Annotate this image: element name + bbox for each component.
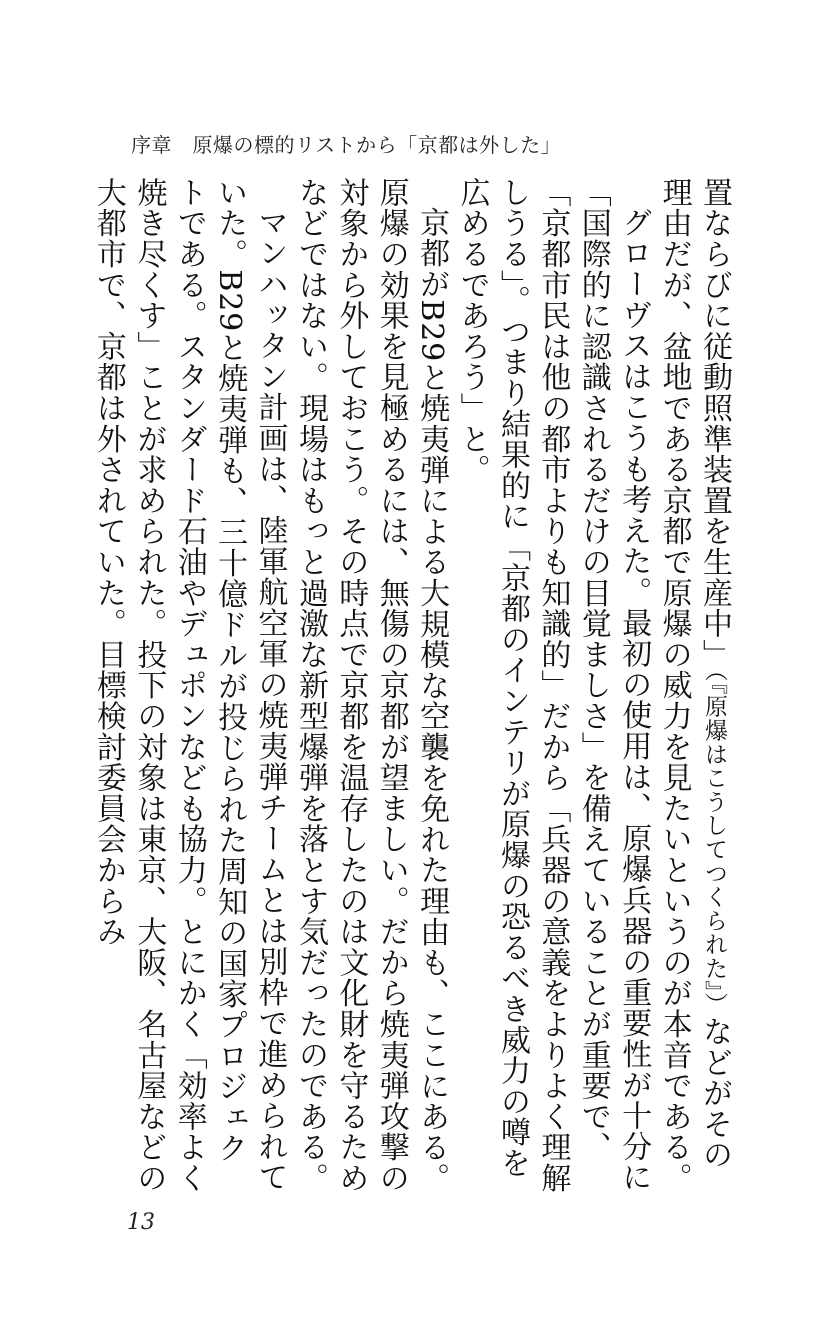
paragraph-1 — [653, 177, 734, 1194]
body-text — [88, 177, 734, 1194]
citation: （『原爆はこうしてつくられた』） — [701, 669, 727, 1017]
paragraph-4: マンハッタン計画は、陸軍航空軍の焼夷弾チームとは別枠で進められていた。B29と焼夷弾も、三十億ドルが投じられた周知の国家プロジェクトである。スタンダード石油やデュポンなども協力。とにかく「効率よく焼き尽くす」ことが求められた。投下の対象は東京、大阪、名古屋などの大都市で、京都は外されていた。目標検討委員会からみ — [90, 177, 288, 1194]
paragraph-3: 京都がB29と焼夷弾による大規模な空襲を免れた理由も、ここにある。原爆の効果を見極めるには、無傷の京都が望ましい。だから焼夷弾攻撃の対象から外しておこう。その時点で京都を温存したのは文化財を守るためなどではない。現場はもっと過激な新型爆弾を落とす気だったのである。 — [292, 177, 450, 1194]
paragraph-1-rest: などがその理由だが、盆地である京都で原爆の威力を見たいというのが本音である。 — [656, 177, 732, 1194]
page-number: 13 — [127, 1210, 155, 1235]
paragraph-1-text: 置ならびに従動照準装置を生産中」 — [697, 177, 732, 670]
chapter-label: 序章 — [131, 133, 172, 157]
running-head — [131, 129, 561, 158]
chapter-title: 原爆の標的リストから「京都は外した」 — [192, 133, 562, 157]
paragraph-2: グローヴスはこうも考えた。最初の使用は、原爆兵器の重要性が十分に「国際的に認識されるだけの目覚ましさ」を備えていることが重要で、「京都市民は他の都市よりも知識的」だから「兵器の意義をよりよく理解しうる」。つまり結果的に「京都のインテリが原爆の恐るべき威力の噂を広めるであろう」と。 — [454, 177, 652, 1194]
